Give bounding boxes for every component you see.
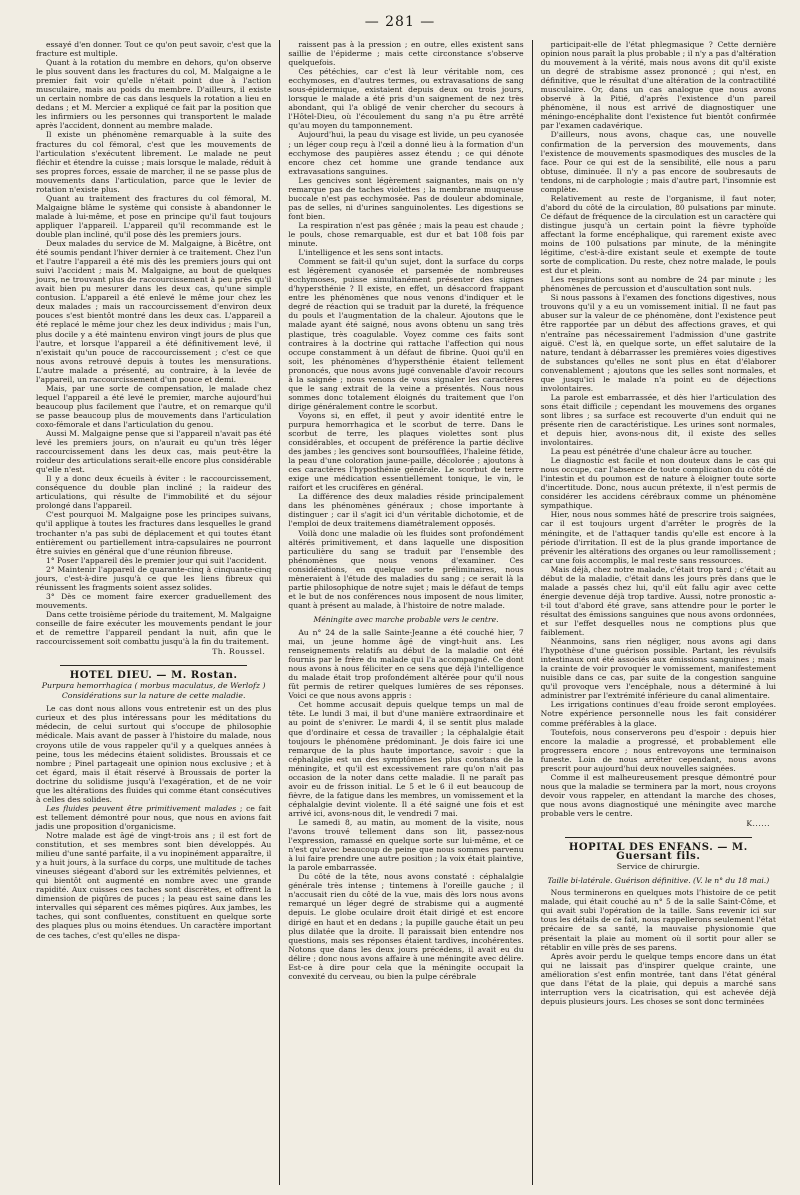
author-signature: K...... bbox=[746, 819, 770, 829]
case-title: Purpura hemorrhagica ( morbus maculatus, de Werlofz ) bbox=[41, 681, 266, 691]
paragraph: La différence des deux maladies réside principalement dans les phénomènes généraux ; chose importante à distinguer ; car il s'agit ici d'un véritable dichotomie, et de l'emploi de deux traitemens diamétralement opposés. bbox=[288, 492, 524, 529]
service-title: Service de chirurgie. bbox=[616, 862, 700, 872]
section-heading: HOTEL DIEU. — M. Rostan. bbox=[69, 670, 238, 682]
paragraph: Relativement au reste de l'organisme, il faut noter, d'abord du côté de la circulation, 80 pulsations par minute. Ce défaut de fréquence de la circulation est un caractère qui distingue jusqu'à un certain point la fièvre typhoïde affectant la forme encéphalique, qui rarement existe avec moins de 100 pulsations par minute, de la méningite légitime, c'est-à-dire existant seule et exempte de toute sorte de complication. Du reste, chez notre malade, le pouls est dur et plein. bbox=[540, 193, 776, 276]
paragraph: Quant au traitement des fractures du col fémoral, M. Malgaigne blâme le système qui consiste à abandonner le malade à lui-même, et pose en principe qu'il faut toujours appliquer l'appareil. L'appareil qu'il recommande est le double plan incliné, qu'il pose dès les premiers jours. bbox=[36, 193, 272, 239]
paragraph: Les respirations sont au nombre de 24 par minute ; les phénomènes de percussion et d'auscultation sont nuls. bbox=[540, 275, 776, 294]
paragraph: Comment se fait-il qu'un sujet, dont la surface du corps est légèrement cyanosée et parsemée de nombreuses ecchymoses, puisse simultanément présenter des signes d'hypersthénie ? Il existe, en effet, un désaccord frappant entre les phénomènes que nous venons d'indiquer et le degré de réaction qui se traduit par la dureté, la fréquence du pouls et l'augmentation de la chaleur. Ajoutons que le malade ayant été saigné, nous avons obtenu un sang très plastique, très coagulable. Voyez comme ces faits sont contraires à la doctrine qui rattache l'affection qui nous occupe constamment à un défaut de fibrine. Quoi qu'il en soit, les phénomènes d'hypersthénie étaient tellement prononcés, que nous avons jugé convenable d'avoir recours à la saignée ; nous venons de vous signaler les caractères que le sang extrait de la veine a présentés. Nous nous sommes donc totalement éloignés du traitement que l'on dirige généralement contre le scorbut. bbox=[288, 257, 524, 411]
paragraph: Néanmoins, sans rien négliger, nous avons agi dans l'hypothèse d'une guérison possible. Partant, les révulsifs intestinaux ont été associés aux émissions sanguines ; mais la crainte de voir provoquer le vomissement, manifestement nuisible dans ce cas, par suite de la congestion sanguine qu'il provoque vers l'encéphale, nous a déterminé à lui administrer par l'extrémité inférieure du canal alimentaire. bbox=[540, 637, 776, 701]
paragraph: Hier, nous nous sommes hâté de prescrire trois saignées, car il est toujours urgent d'arrêter le progrès de la méningite, et de l'attaquer tandis qu'elle est encore à la période d'irritation. Il est de la plus grande importance de prévenir les altérations des organes ou leur ramollissement ; car une fois accomplis, le mal reste sans ressources. bbox=[540, 510, 776, 565]
paragraph: Au n° 24 de la salle Sainte-Jeanne a été couché hier, 7 mai, un jeune homme âgé de vingt-huit ans. Les renseignements relatifs au début de la maladie ont été fournis par le frère du malade qui l'a accompagné. Ce dont nous avons à nous féliciter en ce sens que déjà l'intelligence du malade était trop profondément altérée pour qu'il nous fût permis de retirer quelques lumières de ses réponses. Voici ce que nous avons appris : bbox=[288, 628, 524, 701]
paragraph: 1° Poser l'appareil dès le premier jour qui suit l'accident. bbox=[46, 555, 267, 565]
paragraph: Le cas dont nous allons vous entretenir est un des plus curieux et des plus intéressans pour les méditations du médecin, de celui surtout qui s'occupe de philosophie médicale. Mais avant de passer à l'histoire du malade, nous croyons utile de vous rappeler qu'il y a quelques années à peine, tous les médecins étaient solidistes. Broussais et ce nombre ; Pinel partageait une opinion nous exclusive ; et à cet égard, mais il était réservé à Broussais de porter la doctrine du solidisme jusqu'à l'exagération, et de ne voir que les altérations des fluides qui comme étant consécutives à celles des solides. bbox=[36, 704, 272, 804]
paragraph: Le samedi 8, au matin, au moment de la visite, nous l'avons trouvé tellement dans son lit, passez-nous l'expression, ramassé en quelque sorte sur lui-même, et ce n'est qu'avec beaucoup de peine que nous sommes parvenu à lui faire prendre une autre position ; la voix était plaintive, la parole embarrassée. bbox=[288, 817, 524, 873]
paragraph: L'intelligence et les sens sont intacts. bbox=[298, 248, 444, 258]
paragraph: Comme il est malheureusement presque démontré pour nous que la maladie se terminera par la mort, nous croyons devoir vous rappeler, en attendant la marche des choses, que nous avons diagnostiqué une méningite avec marche probable vers le centre. bbox=[540, 772, 776, 818]
paragraph: participait-elle de l'état phlegmasique ? Cette dernière opinion nous paraît la plus probable ; il n'y a pas d'altération du mouvement à la vérité, mais nous avons dit qu'il existe un degré de strabisme assez prononcé ; qui n'est, en définitive, que le résultat d'une altération de la contractilité musculaire. Or, dans un cas analogue que nous avons observé à la Pitié, d'après l'existence d'un pareil phénomène, il nous est arrivé de diagnostiquer une méningo-encéphalite dont l'existence fut bientôt confirmée par l'examen cadavérique. bbox=[540, 40, 776, 131]
paragraph bbox=[36, 804, 271, 831]
emphasis-text: Les fluides peuvent être primitivement malades bbox=[46, 803, 237, 813]
paragraph: Les gencives sont légèrement saignantes, mais on n'y remarque pas de taches violettes ; la membrane muqueuse buccale n'est pas ecchymosée. Pas de douleur abdominale, pas de selles, ni d'urines sanguinolentes. Les digestions se font bien. bbox=[288, 175, 524, 221]
paragraph: Il y a donc deux écueils à éviter : le raccourcissement, conséquence du double plan incliné ; la raideur des articulations, qui résulte de l'immobilité et du séjour prolongé dans l'appareil. bbox=[36, 474, 272, 511]
section-subheading: Méningite avec marche probable vers le centre. bbox=[313, 614, 499, 624]
paragraph: Si nous passons à l'examen des fonctions digestives, nous trouvons qu'il y a eu un vomissement initial. Il ne faut pas abuser sur la valeur de ce phénomène, dont l'existence peut être rapportée par un début des affections graves, et qui n'entraîne pas nécessairement l'admission d'une gastrite aiguë. C'est là, en quelque sorte, un effet salutaire de la nature, tendant à débarrasser les premières voies digestives de substances qu'elles ne sont plus en état d'élaborer convenablement ; ajoutons que les selles sont normales, et que jusqu'ici le malade n'a point eu de déjections involontaires. bbox=[540, 293, 776, 393]
paragraph: Mais déjà, chez notre malade, c'était trop tard ; c'était au début de la maladie, c'était dans les jours près dans que le malade a passés chez lui, qu'il eût fallu agir avec cette énergie devenue déjà trop tardive. Aussi, notre pronostic a-t-il tout d'abord été grave, sans attendre pour le porter le résultat des émissions sanguines que nous avons ordonnées, et sur l'effet desquelles nous ne comptions plus que faiblement. bbox=[540, 564, 776, 638]
paragraph: raissent pas à la pression ; en outre, elles existent sans saillie de l'épiderme ; mais cette circonstance s'observe quelquefois. bbox=[288, 40, 524, 68]
paragraph: Quant à la rotation du membre en dehors, qu'on observe le plus souvent dans les fractures du col, M. Malgaigne a le premier fait voir qu'elle n'était point due à l'action musculaire, mais au poids du membre. D'ailleurs, il existe un certain nombre de cas dans lesquels la rotation a lieu en dedans ; et M. Mercier a expliqué ce fait par la position que les infirmiers ou les personnes qui transportent le malade après l'accident, donnent au membre malade. bbox=[36, 58, 272, 131]
page-number: — 281 — bbox=[364, 14, 436, 30]
column-1 bbox=[28, 40, 279, 1185]
paragraph: Du côté de la tête, nous avons constaté : céphalalgie générale très intense ; tintemens à l'oreille gauche ; il n'accusait rien du côté de la vue, mais dès lors nous avons remarqué un léger degré de strabisme qui a augmenté depuis. Le globe oculaire droit était dirigé et est encore dirigé en haut et en dedans ; la pupille gauche était un peu plus dilatée que la droite. Il paraissait bien entendre nos questions, mais ses réponses étaient tardives, incohérentes. Notons que dans les deux jours précédens, il avait eu du délire ; donc nous avons affaire à une méningite avec délire. Est-ce à dire pour cela que la méningite occupait la convexité du cerveau, ou bien la pulpe cérébrale bbox=[288, 872, 524, 981]
paragraph: 3° Dès ce moment faire exercer graduellement des mouvements. bbox=[36, 591, 272, 610]
section-heading: HOPITAL DES ENFANS. — M. Guersant fils. bbox=[568, 842, 748, 863]
column-2 bbox=[279, 40, 531, 1185]
column-3 bbox=[532, 40, 784, 1185]
text-columns bbox=[28, 40, 784, 1185]
case-subtitle: Considérations sur la nature de cette maladie. bbox=[61, 691, 246, 701]
paragraph: Nous terminerons en quelques mots l'histoire de ce petit malade, qui était couché au n° 5 de la salle Saint-Côme, et qui avait subi l'opération de la taille. Sans revenir ici sur tous les détails de ce fait, nous rappellerons seulement l'état précaire de sa santé, la mauvaise physionomie que présentait la plaie au moment où il sortit pour aller se rétablir en ville près de ses parens. bbox=[540, 888, 776, 952]
paragraph: Les irrigations continues d'eau froide seront employées. Notre expérience personnelle nous les fait considérer comme préférables à la glace. bbox=[540, 700, 776, 728]
paragraph: D'ailleurs, nous avons, chaque cas, une nouvelle confirmation de la perversion des mouvements, dans l'existence de mouvements spasmodiques des muscles de la face. Pour ce qui est de la sensibilité, elle nous a paru obtuse, diminuée. Il n'y a pas encore de soubresauts de tendons, ni de carphologie ; mais d'autre part, l'insomnie est complète. bbox=[540, 130, 776, 194]
paragraph: Il existe un phénomène remarquable à la suite des fractures du col fémoral, c'est que les mouvements de l'articulation s'exécutent librement. Le malade ne peut fléchir et étendre la cuisse ; mais lorsque le malade, réduit à ses propres forces, essaie de marcher, il ne se passe plus de mouvements dans l'articulation, parce que le levier de rotation n'existe plus. bbox=[36, 130, 272, 194]
case-title: Taille bi-latérale. Guérison définitive. (V. le n° du 18 mai.) bbox=[547, 876, 770, 886]
paragraph: Deux malades du service de M. Malgaigne, à Bicêtre, ont été soumis pendant l'hiver dernier à ce traitement. Chez l'un et l'autre l'appareil a été mis dès les premiers jours qui ont suivi l'accident ; mais M. Malgaigne, au bout de quelques jours, ne trouvant plus de raccourcissement à peu près qu'il avait bien pu mesurer dans les deux cas, qu'une simple contusion. L'appareil a été enlevé le même jour chez les deux malades ; mais un raccourcissement d'environ deux pouces s'est bientôt montré dans les deux cas. L'appareil a été replacé le même jour chez les deux individus ; mais l'un, plus docile y a été maintenu environ vingt jours de plus que l'autre, et lorsque l'appareil a été définitivement levé, il n'existait qu'un pouce de raccourcissement ; c'est ce que nous avons retrouvé depuis à toutes les mensurations. L'autre malade a présenté, au contraire, à la levée de l'appareil, un raccourcissement d'un pouce et demi. bbox=[36, 239, 272, 384]
paragraph: Dans cette troisième période du traitement, M. Malgaigne conseille de faire exécuter les mouvements pendant le jour et de remettre l'appareil pendant la nuit, afin que le raccourcissement soit combattu jusqu'à la fin du traitement. bbox=[36, 609, 272, 647]
section-divider bbox=[565, 837, 752, 838]
paragraph: Notre malade est âgé de vingt-trois ans ; il est fort de constitution, et ses membres sont bien développés. Au milieu d'une santé parfaite, il a vu inopinément apparaître, il y a huit jours, à la surface du corps, une multitude de taches vineuses siégeant d'abord sur les extrémités pelviennes, et qui bientôt ont augmenté en nombre avec une grande rapidité. Aux cuisses ces taches sont discrètes, et offrent la dimension de piqûres de puces ; la peau est saine dans les intervalles qui séparent ces mêmes piqûres. Aux jambes, les taches, qui sont confluentes, constituent en quelque sorte des plaques plus ou moins étendues. Un caractère important de ces taches, c'est qu'elles ne dispa- bbox=[36, 830, 272, 940]
paragraph-text: ; ce fait est tellement démontré pour nous, que nous en avions fait jadis une proposition d'organicisme. bbox=[36, 803, 272, 831]
paragraph: Voilà donc une maladie où les fluides sont profondément altérés primitivement, et dans laquelle une disposition particulière du sang se traduit par l'ensemble des phénomènes que nous venons d'examiner. Ces considérations, en quelque sorte préliminaires, nous mèneraient à l'étude des maladies du sang ; ce serait là la partie philosophique de notre sujet ; mais le défaut de temps et le but de nos conférences nous imposent de nous limiter, quant à présent au malade, à l'histoire de notre malade. bbox=[288, 528, 524, 610]
paragraph: Toutefois, nous conserverons peu d'espoir : depuis hier encore la maladie a progressé, et probablement elle progressera encore ; nous entrevoyons une terminaison funeste. Loin de nous arrêter cependant, nous avons prescrit pour aujourd'hui deux nouvelles saignées. bbox=[540, 727, 776, 773]
paragraph: La parole est embarrassée, et dès hier l'articulation des sons était difficile ; cependant les mouvemens des organes sont libres ; sa surface est recouverte d'un enduit qui ne présente rien de caractéristique. Les urines sont normales, et depuis hier, avons-nous dit, il existe des selles involontaires. bbox=[540, 392, 776, 448]
paragraph: Mais, par une sorte de compensation, le malade chez lequel l'appareil a été levé le premier, marche aujourd'hui beaucoup plus facilement que l'autre, et on remarque qu'il se passe beaucoup plus de mouvements dans l'articulation coxo-fémorale et dans l'articulation du genou. bbox=[36, 383, 272, 429]
paragraph: La peau est pénétrée d'une chaleur âcre au toucher. bbox=[550, 447, 753, 457]
paragraph: Aussi M. Malgaigne pense que si l'appareil n'avait pas été levé les premiers jours, on n'aurait eu qu'un très léger raccourcissement dans les deux cas, mais peut-être la roideur des articulations serait-elle encore plus considérable qu'elle n'est. bbox=[36, 429, 272, 475]
paragraph: Voyons si, en effet, il peut y avoir identité entre le purpura hemorrhagica et le scorbut de terre. Dans le scorbut de terre, les plaques violettes sont plus considérables, et occupent de préférence la partie déclive des jambes ; les gencives sont boursoufflées, l'haleine fétide, la peau d'une coloration jaune-paille, décolorée ; ajoutons à ces caractères l'hyposthénie générale. Le scorbut de terre exige une médication essentiellement tonique, le vin, le raifort et les crucifères en général. bbox=[288, 410, 524, 493]
paragraph: 2° Maintenir l'appareil de quarante-cinq à cinquante-cinq jours, c'est-à-dire jusqu'à ce que les liens fibreux qui réunissent les fragments soient assez solides. bbox=[36, 564, 272, 592]
paragraph: essayé d'en donner. Tout ce qu'on peut savoir, c'est que la fracture est multiple. bbox=[36, 40, 272, 59]
paragraph: Cet homme accusait depuis quelque temps un mal de tête. Le lundi 3 mai, il but d'une manière extraordinaire et au point de s'enivrer. Le mardi 4, il se sentit plus malade que d'ordinaire et cessa de travailler ; la céphalalgie était toujours le phénomène prédominant. Je dois faire ici une remarque de la plus haute importance, savoir : que la céphalalgie est un des symptômes les plus constans de la méningite, et qu'il est excessivement rare qu'on n'ait pas occasion de la noter dans cette maladie. Il ne paraît pas avoir eu de frisson initial. Le 5 et le 6 il eut beaucoup de fièvre, de la fatigue dans les membres, un vomissement et la céphalalgie devint violente. Il a été saigné une fois et est arrivé ici, avons-nous dit, le vendredi 7 mai. bbox=[288, 700, 524, 818]
paragraph: Ces pétéchies, car c'est là leur véritable nom, ces ecchymoses, en d'autres termes, ou extravasations de sang sous-épidermique, existaient depuis deux ou trois jours, lorsque le malade a été pris d'un saignement de nez très abondant, qui l'a obligé de venir chercher du secours à l'Hôtel-Dieu, où l'écoulement du sang n'a pu être arrêté qu'au moyen du tamponnement. bbox=[288, 67, 524, 131]
paragraph: Après avoir perdu le quelque temps encore dans un état qui ne laissait pas d'inspirer quelque crainte, une amélioration s'est enfin montrée, tant dans l'état général que dans l'état de la plaie, qui depuis a marché sans interruption vers la cicatrisation, qui est achevée déjà depuis plusieurs jours. Les choses se sont donc terminées bbox=[540, 951, 776, 1006]
paragraph: La respiration n'est pas gênée ; mais la peau est chaude ; le pouls, chose remarquable, est dur et bat 108 fois par minute. bbox=[288, 220, 524, 249]
paragraph: C'est pourquoi M. Malgaigne pose les principes suivans, qu'il applique à toutes les fractures dans lesquelles le grand trochanter n'a pas subi de déplacement et qui toutes étant entièrement ou partiellement intra-capsulaires ne pourront être suivies en général que d'une réunion fibreuse. bbox=[36, 510, 272, 556]
section-divider bbox=[60, 665, 247, 666]
paragraph: Aujourd'hui, la peau du visage est livide, un peu cyanosée ; un léger coup reçu à l'œil a donné lieu à la formation d'un ecchymose des paupières assez étendu ; ce qui dénote encore chez cet homme une grande tendance aux extravasations sanguines. bbox=[288, 130, 524, 176]
author-signature: Th. Roussel. bbox=[212, 647, 266, 657]
paragraph: Le diagnostic est facile et non douteux dans le cas qui nous occupe, car l'absence de toute complication du côté de l'intestin et du poumon est de nature à éloigner toute sorte d'incertitude. Donc, nous aucun prétexte, il n'est permis de considérer les accidens cérébraux comme un phénomène sympathique. bbox=[540, 456, 776, 511]
